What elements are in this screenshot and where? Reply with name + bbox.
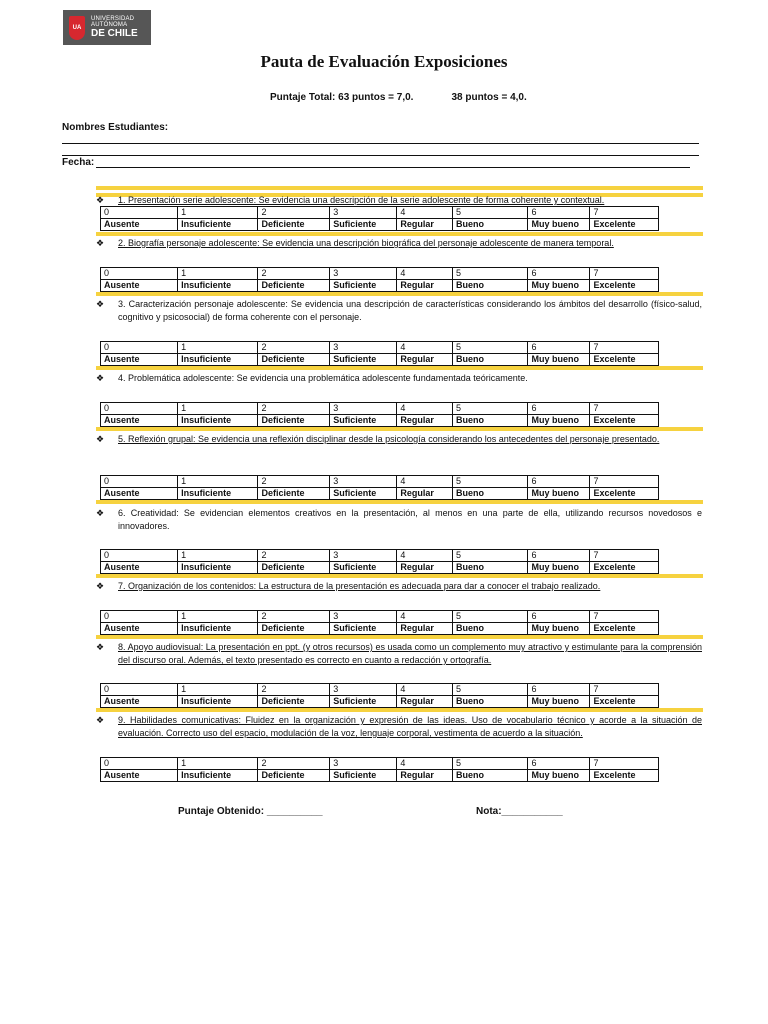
scale-labels-row <box>101 219 659 231</box>
scale-label-cell[interactable]: Ausente <box>101 280 178 292</box>
scale-label-cell[interactable]: Bueno <box>453 354 528 366</box>
scale-score-cell[interactable]: 2 <box>258 611 330 623</box>
logo-line-2: AUTÓNOMA <box>91 22 128 28</box>
scale-score-cell[interactable]: 1 <box>178 611 258 623</box>
scale-label-cell[interactable]: Excelente <box>590 623 659 635</box>
logo-line-1: UNIVERSIDAD <box>91 16 135 22</box>
scale-score-cell[interactable]: 0 <box>101 758 178 770</box>
scale-score-cell[interactable]: 6 <box>528 476 590 488</box>
scale-label-cell[interactable]: Ausente <box>101 562 178 574</box>
scale-label-cell[interactable]: Bueno <box>453 280 528 292</box>
scale-score-cell[interactable]: 4 <box>397 611 453 623</box>
scale-score-cell[interactable]: 1 <box>178 476 258 488</box>
diamond-bullet-icon: ❖ <box>96 238 105 248</box>
criterion-text: 6. Creatividad: Se evidencian elementos creativos en la presentación, al menos en una parte de ella, utilizando recursos novedosos e innovadores. <box>118 508 702 531</box>
scale-score-cell[interactable]: 2 <box>258 758 330 770</box>
scale-score-cell[interactable]: 6 <box>528 207 590 219</box>
rating-scale-table <box>100 549 659 574</box>
criterion-item <box>96 237 702 250</box>
criterion-text: 9. Habilidades comunicativas: Fluidez en la organización y expresión de las ideas. Uso de vocabulario técnico y acorde a la situación de evaluación. Correcto uso del espacio, modulación de la voz, lenguaje corporal, vestimenta de acuerdo a la situación. <box>118 715 702 738</box>
scale-label-cell[interactable]: Muy bueno <box>528 354 590 366</box>
criterion-item <box>96 433 702 446</box>
scale-numbers-row <box>101 550 659 562</box>
highlight-bar <box>96 366 703 370</box>
scale-label-cell[interactable]: Ausente <box>101 770 178 782</box>
scale-score-cell[interactable]: 1 <box>178 684 258 696</box>
scale-label-cell[interactable]: Excelente <box>590 219 659 231</box>
logo-shield-icon <box>69 16 85 40</box>
scale-score-cell[interactable]: 5 <box>453 684 528 696</box>
scale-label-cell[interactable]: Bueno <box>453 415 528 427</box>
scale-label-cell[interactable]: Ausente <box>101 219 178 231</box>
scale-score-cell[interactable]: 2 <box>258 268 330 280</box>
diamond-bullet-icon: ❖ <box>96 195 105 205</box>
highlight-bar <box>96 635 703 639</box>
scale-label-cell[interactable]: Deficiente <box>258 696 330 708</box>
diamond-bullet-icon: ❖ <box>96 581 105 591</box>
highlight-bar <box>96 186 703 190</box>
students-line-1[interactable] <box>62 143 699 144</box>
scale-label-cell[interactable]: Insuficiente <box>178 354 258 366</box>
scale-score-cell[interactable]: 0 <box>101 342 178 354</box>
scale-score-cell[interactable]: 0 <box>101 684 178 696</box>
scale-label-cell[interactable]: Ausente <box>101 354 178 366</box>
scale-score-cell[interactable]: 6 <box>528 403 590 415</box>
logo-initials: UA <box>72 24 82 31</box>
scale-score-cell[interactable]: 4 <box>397 268 453 280</box>
date-line[interactable] <box>96 167 690 168</box>
scale-label-cell[interactable]: Bueno <box>453 219 528 231</box>
scale-label-cell[interactable]: Muy bueno <box>528 280 590 292</box>
rating-scale-table <box>100 475 659 500</box>
scale-score-cell[interactable]: 1 <box>178 342 258 354</box>
scale-label-cell[interactable]: Suficiente <box>330 415 397 427</box>
highlight-bar <box>96 232 703 236</box>
scale-score-cell[interactable]: 1 <box>178 758 258 770</box>
scale-label-cell[interactable]: Regular <box>397 488 453 500</box>
scale-label-cell[interactable]: Insuficiente <box>178 696 258 708</box>
scale-label-cell[interactable]: Muy bueno <box>528 562 590 574</box>
criterion-text: 5. Reflexión grupal: Se evidencia una reflexión disciplinar desde la psicología considerando los antecedentes del personaje presentado. <box>118 434 660 444</box>
criterion-item <box>96 507 702 533</box>
score-obtained: Puntaje Obtenido: __________ <box>178 806 323 817</box>
scale-score-cell[interactable]: 5 <box>453 403 528 415</box>
scale-numbers-row <box>101 342 659 354</box>
rating-scale-table <box>100 683 659 708</box>
scale-label-cell[interactable]: Regular <box>397 354 453 366</box>
scale-score-cell[interactable]: 4 <box>397 758 453 770</box>
scale-score-cell[interactable]: 5 <box>453 611 528 623</box>
scale-label-cell[interactable]: Ausente <box>101 623 178 635</box>
scale-label-cell[interactable]: Deficiente <box>258 415 330 427</box>
scale-score-cell[interactable]: 7 <box>590 207 659 219</box>
scale-labels-row <box>101 562 659 574</box>
scale-label-cell[interactable]: Excelente <box>590 562 659 574</box>
scale-score-cell[interactable]: 0 <box>101 403 178 415</box>
scale-label-cell[interactable]: Suficiente <box>330 770 397 782</box>
scale-score-cell[interactable]: 4 <box>397 684 453 696</box>
scale-label-cell[interactable]: Muy bueno <box>528 415 590 427</box>
scale-label-cell[interactable]: Insuficiente <box>178 623 258 635</box>
university-logo <box>63 10 151 45</box>
scale-label-cell[interactable]: Suficiente <box>330 488 397 500</box>
scale-label-cell[interactable]: Regular <box>397 415 453 427</box>
scale-score-cell[interactable]: 3 <box>330 684 397 696</box>
scale-score-cell[interactable]: 7 <box>590 268 659 280</box>
scale-label-cell[interactable]: Deficiente <box>258 623 330 635</box>
scale-score-cell[interactable]: 3 <box>330 268 397 280</box>
diamond-bullet-icon: ❖ <box>96 373 105 383</box>
scale-label-cell[interactable]: Muy bueno <box>528 623 590 635</box>
criterion-text: 2. Biografía personaje adolescente: Se evidencia una descripción biográfica del personaje adolescente de manera temporal. <box>118 238 614 248</box>
scale-label-cell[interactable]: Insuficiente <box>178 280 258 292</box>
scale-label-cell[interactable]: Deficiente <box>258 562 330 574</box>
scale-score-cell[interactable]: 2 <box>258 403 330 415</box>
diamond-bullet-icon: ❖ <box>96 508 105 518</box>
scale-score-cell[interactable]: 7 <box>590 342 659 354</box>
grade-field: Nota:___________ <box>476 806 563 817</box>
scale-label-cell[interactable]: Bueno <box>453 770 528 782</box>
scale-label-cell[interactable]: Excelente <box>590 415 659 427</box>
highlight-bar <box>96 574 703 578</box>
scale-score-cell[interactable]: 2 <box>258 684 330 696</box>
highlight-bar <box>96 708 703 712</box>
scale-label-cell[interactable]: Muy bueno <box>528 770 590 782</box>
scale-numbers-row <box>101 758 659 770</box>
scale-label-cell[interactable]: Regular <box>397 696 453 708</box>
scale-score-cell[interactable]: 1 <box>178 403 258 415</box>
scale-label-cell[interactable]: Insuficiente <box>178 219 258 231</box>
scale-label-cell[interactable]: Ausente <box>101 696 178 708</box>
scale-score-cell[interactable]: 1 <box>178 268 258 280</box>
scale-labels-row <box>101 280 659 292</box>
scale-labels-row <box>101 696 659 708</box>
criterion-item <box>96 298 702 324</box>
diamond-bullet-icon: ❖ <box>96 715 105 725</box>
scale-score-cell[interactable]: 6 <box>528 684 590 696</box>
rating-scale-table <box>100 610 659 635</box>
scale-labels-row <box>101 623 659 635</box>
highlight-bar <box>96 427 703 431</box>
rating-scale-table <box>100 757 659 782</box>
scale-score-cell[interactable]: 5 <box>453 268 528 280</box>
scale-score-cell[interactable]: 2 <box>258 476 330 488</box>
scale-label-cell[interactable]: Deficiente <box>258 280 330 292</box>
scale-label-cell[interactable]: Insuficiente <box>178 488 258 500</box>
date-label: Fecha: <box>62 157 95 168</box>
scale-score-cell[interactable]: 7 <box>590 550 659 562</box>
scale-label-cell[interactable]: Bueno <box>453 696 528 708</box>
scale-numbers-row <box>101 207 659 219</box>
scale-score-cell[interactable]: 6 <box>528 550 590 562</box>
rating-scale-table <box>100 267 659 292</box>
scale-score-cell[interactable]: 2 <box>258 550 330 562</box>
criterion-text: 8. Apoyo audiovisual: La presentación en ppt. (y otros recursos) es usada como un complemento muy atractivo y estimulante para la comprensión del discurso oral. Además, el texto presentado es correcto en cuanto a redacción y ortografía. <box>118 642 702 665</box>
scale-labels-row <box>101 415 659 427</box>
scale-numbers-row <box>101 684 659 696</box>
scale-score-cell[interactable]: 7 <box>590 758 659 770</box>
scale-label-cell[interactable]: Deficiente <box>258 488 330 500</box>
scale-numbers-row <box>101 476 659 488</box>
scale-label-cell[interactable]: Insuficiente <box>178 562 258 574</box>
scale-score-cell[interactable]: 3 <box>330 207 397 219</box>
criterion-text: 4. Problemática adolescente: Se evidencia una problemática adolescente fundamentada teóricamente. <box>118 373 528 383</box>
scale-score-cell[interactable]: 3 <box>330 758 397 770</box>
scale-score-cell[interactable]: 4 <box>397 403 453 415</box>
scale-label-cell[interactable]: Suficiente <box>330 696 397 708</box>
scale-score-cell[interactable]: 3 <box>330 403 397 415</box>
scale-score-cell[interactable]: 7 <box>590 403 659 415</box>
criterion-item <box>96 714 702 740</box>
scale-score-cell[interactable]: 6 <box>528 342 590 354</box>
scale-score-cell[interactable]: 0 <box>101 476 178 488</box>
scale-score-cell[interactable]: 5 <box>453 476 528 488</box>
scale-numbers-row <box>101 403 659 415</box>
scale-score-cell[interactable]: 7 <box>590 611 659 623</box>
score-total: Puntaje Total: 63 puntos = 7,0. <box>270 92 414 103</box>
scale-score-cell[interactable]: 0 <box>101 268 178 280</box>
scale-label-cell[interactable]: Excelente <box>590 770 659 782</box>
students-label: Nombres Estudiantes: <box>62 122 169 133</box>
scale-score-cell[interactable]: 4 <box>397 476 453 488</box>
scale-score-cell[interactable]: 0 <box>101 550 178 562</box>
scale-label-cell[interactable]: Deficiente <box>258 770 330 782</box>
scale-label-cell[interactable]: Insuficiente <box>178 770 258 782</box>
scale-score-cell[interactable]: 7 <box>590 476 659 488</box>
scale-label-cell[interactable]: Suficiente <box>330 219 397 231</box>
scale-labels-row <box>101 770 659 782</box>
scale-label-cell[interactable]: Excelente <box>590 280 659 292</box>
scale-score-cell[interactable]: 0 <box>101 207 178 219</box>
scale-score-cell[interactable]: 7 <box>590 684 659 696</box>
scale-label-cell[interactable]: Suficiente <box>330 280 397 292</box>
scale-label-cell[interactable]: Regular <box>397 770 453 782</box>
criterion-item <box>96 641 702 667</box>
highlight-bar <box>96 500 703 504</box>
scale-label-cell[interactable]: Deficiente <box>258 354 330 366</box>
scale-score-cell[interactable]: 5 <box>453 758 528 770</box>
criterion-text: 3. Caracterización personaje adolescente: Se evidencia una descripción de características considerando los ámbitos del desarrollo (físico-salud, cognitivo y psicosocial) de forma coherente con el personaje. <box>118 299 702 322</box>
scale-label-cell[interactable]: Regular <box>397 280 453 292</box>
scale-score-cell[interactable]: 1 <box>178 550 258 562</box>
scale-score-cell[interactable]: 3 <box>330 476 397 488</box>
diamond-bullet-icon: ❖ <box>96 642 105 652</box>
scale-label-cell[interactable]: Regular <box>397 623 453 635</box>
scale-labels-row <box>101 488 659 500</box>
scale-score-cell[interactable]: 0 <box>101 611 178 623</box>
scale-score-cell[interactable]: 4 <box>397 342 453 354</box>
scale-numbers-row <box>101 611 659 623</box>
scale-label-cell[interactable]: Muy bueno <box>528 219 590 231</box>
logo-line-3: DE CHILE <box>91 28 138 39</box>
scale-label-cell[interactable]: Regular <box>397 219 453 231</box>
scale-score-cell[interactable]: 3 <box>330 342 397 354</box>
scale-score-cell[interactable]: 3 <box>330 550 397 562</box>
scale-score-cell[interactable]: 4 <box>397 207 453 219</box>
rating-scale-table <box>100 341 659 366</box>
scale-label-cell[interactable]: Bueno <box>453 623 528 635</box>
scale-label-cell[interactable]: Bueno <box>453 562 528 574</box>
score-scale-line <box>270 92 527 103</box>
scale-label-cell[interactable]: Insuficiente <box>178 415 258 427</box>
scale-label-cell[interactable]: Suficiente <box>330 354 397 366</box>
scale-score-cell[interactable]: 6 <box>528 268 590 280</box>
diamond-bullet-icon: ❖ <box>96 434 105 444</box>
criterion-text: 7. Organización de los contenidos: La estructura de la presentación es adecuada para dar a conocer el trabajo realizado. <box>118 581 601 591</box>
scale-label-cell[interactable]: Excelente <box>590 354 659 366</box>
criterion-item <box>96 580 702 593</box>
scale-label-cell[interactable]: Excelente <box>590 696 659 708</box>
logo-wordmark <box>91 16 138 39</box>
scale-labels-row <box>101 354 659 366</box>
scale-label-cell[interactable]: Suficiente <box>330 562 397 574</box>
scale-label-cell[interactable]: Ausente <box>101 488 178 500</box>
scale-label-cell[interactable]: Deficiente <box>258 219 330 231</box>
scale-score-cell[interactable]: 5 <box>453 207 528 219</box>
rating-scale-table <box>100 402 659 427</box>
scale-score-cell[interactable]: 2 <box>258 207 330 219</box>
scale-score-cell[interactable]: 5 <box>453 550 528 562</box>
students-line-2[interactable] <box>62 155 699 156</box>
criterion-text: 1. Presentación serie adolescente: Se evidencia una descripción de la serie adolescente de forma coherente y contextual. <box>118 195 605 205</box>
scale-label-cell[interactable]: Regular <box>397 562 453 574</box>
criterion-item <box>96 372 702 385</box>
scale-label-cell[interactable]: Bueno <box>453 488 528 500</box>
page-title: Pauta de Evaluación Exposiciones <box>260 52 508 71</box>
scale-numbers-row <box>101 268 659 280</box>
rating-scale-table <box>100 206 659 231</box>
scale-label-cell[interactable]: Suficiente <box>330 623 397 635</box>
score-min: 38 puntos = 4,0. <box>451 92 527 103</box>
scale-label-cell[interactable]: Ausente <box>101 415 178 427</box>
scale-score-cell[interactable]: 6 <box>528 758 590 770</box>
scale-score-cell[interactable]: 5 <box>453 342 528 354</box>
scale-score-cell[interactable]: 3 <box>330 611 397 623</box>
scale-score-cell[interactable]: 4 <box>397 550 453 562</box>
scale-score-cell[interactable]: 6 <box>528 611 590 623</box>
scale-label-cell[interactable]: Muy bueno <box>528 488 590 500</box>
scale-label-cell[interactable]: Muy bueno <box>528 696 590 708</box>
scale-score-cell[interactable]: 1 <box>178 207 258 219</box>
scale-label-cell[interactable]: Excelente <box>590 488 659 500</box>
highlight-bar <box>96 292 703 296</box>
scale-score-cell[interactable]: 2 <box>258 342 330 354</box>
diamond-bullet-icon: ❖ <box>96 299 105 309</box>
